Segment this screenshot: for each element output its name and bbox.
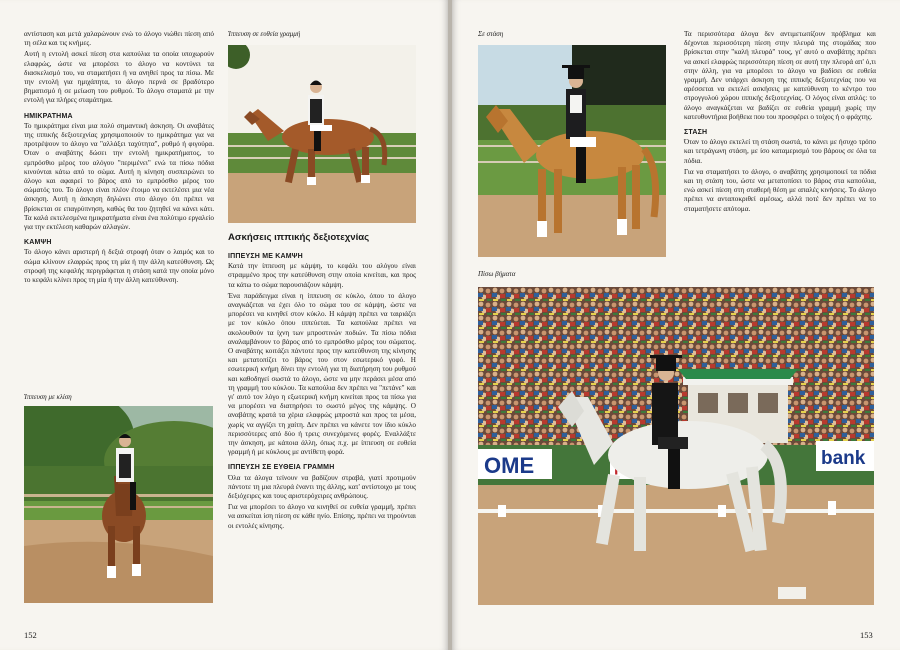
paragraph: Για να σταματήσει το άλογο, ο αναβάτης χρησιμοποιεί τα πόδια και τη στάση του, ώστε να μετατοπίσει το βάρος στα καπούλια, ενώ ασκεί πίεση στη σταθερή θέση με απαλές κινήσεις. Το άλογο πρέπει να ανταποκριθεί αμέσως, αλλά ποτέ δεν πρέπει να το σταματήσετε απότομα. (684, 167, 876, 213)
page-number-left: 152 (24, 630, 37, 640)
paragraph: Ένα παράδειγμα είναι η ίππευση σε κύκλο, όπου το άλογο αναγκάζεται να έχει όλο το σώμα του σε κάμψη, ώστε να μπορέσει να κινηθεί στον κύκλο. Η κάμψη πρέπει να ταιριάζει με τον κύκλο όπου ιππεύεται. Τα καπούλια πρέπει να ακολουθούν τα ίχνη των μπροστινών ποδιών. Τα πίσω πόδια αναλαμβάνουν το βάρος από το εμπρόσθιο μέρος του σώματος. Ο αναβάτης κοιτάζει πάντοτε προς την κατεύθυνση της κίνησης και μετατοπίζει το βάρος του στον εσωτερικό γοφό. Η εσωτερική κνήμη δίνει την εντολή για τη διατήρηση του ρυθμού και καθοδηγεί σωστά το άλογο, ώστε να μην περάσει μέσα από τη γραμμή του κύκλου. Τα καπούλια δεν πρέπει να "πετάνε" και γι' αυτό τον λόγο η εξωτερική κνήμη κινείται προς τα πίσω για να μπορέσει να διατηρήσει το σωστό μέγος της κάμψης. Ο αναβάτης κρατά τα χέρια ελαφρώς μπροστά και προς τα μέσα, χωρίς να αγγίζει τη χαίτη. Δεν πρέπει να κάνετε τον ίδιο κύκλο περισσότερες από δύο ή τρεις συνεχόμενες φορές. Εναλλάξτε την άσκηση, με κάποια άλλη, όπως π.χ. με ίππευση σε ευθεία γραμμή ή με κύκλους με αντίθετη φορά. (228, 291, 416, 457)
paragraph: Το ημικράτημα είναι μια πολύ σημαντική άσκηση. Οι αναβάτες της ιππικής δεξιοτεχνίας χρησιμοποιούν το ημικράτημα για να προτρέψουν το άλογο να "αλλάξει ταχύτητα", ρυθμό ή φιγούρα. Όταν ο αναβάτης δώσει την εντολή ημικρατήματος, το εμπρόσθιο μέρος του αλόγου "περιμένει" ενώ τα πίσω πόδια κινούνται κάτω από το σώμα. Αυτή η κίνηση συσπειρώνει το άλογο και αφαιρεί το βάρος από το εμπρόσθιο μέρος του σώματός του. Το άλογο είναι πλέον έτοιμο να εκτελέσει μια νέα άσκηση. Αυτή η άσκηση δηλώνει στο άλογο ότι πρέπει να βρίσκεται σε επαγρύπνηση, καθώς θα του ζητηθεί να κάνει κάτι. Τα καλά εκτελεσμένα ημικρατήματα είναι ένα πολύτιμο εργαλείο για την εκτέλεση καθαρών αλλαγών. (24, 121, 214, 232)
banner-text: OME (484, 453, 535, 478)
caption-circle-photo: Ίππευση με κλίση (24, 393, 72, 401)
paragraph: αντίσταση και μετά χαλαρώνουν ενώ το άλογο νιώθει πίεση από τη σέλα και τις κνήμες. (24, 30, 214, 48)
heading-riding-straight: ΙΠΠΕΥΣΗ ΣΕ ΕΥΘΕΙΑ ΓΡΑΜΜΗ (228, 464, 335, 472)
heading-halt: ΣΤΑΣΗ (684, 129, 708, 137)
caption-rein-back-photo: Πίσω βήματα (478, 270, 516, 278)
paragraph: Όταν το άλογο εκτελεί τη στάση σωστά, το κάνει με ήσυχο τρόπο και τετράγωνη στάση, με ίσο καταμερισμό του βάρους σε όλα τα πόδια. (684, 138, 876, 165)
heading-half-halt: ΗΜΙΚΡΑΤΗΜΑ (24, 112, 73, 120)
paragraph: Τα περισσότερα άλογα δεν αντιμετωπίζουν πρόβλημα και δέχονται περισσότερη πίεση στην πλευρά της στομάδας που βρίσκεται στην "καλή πλευρά" τους, γι' αυτό ο αναβάτης πρέπει να ασκεί ελαφρώς περισσότερη πίεση σε αυτή την πλευρά απ' ό,τι στην άλλη, για να μπορέσει το άλογο να βαδίσει σε ευθεία γραμμή. Δεν υπάρχει άσκηση της ιππικής δεξιοτεχνίας που να αρέσσεται να εκτελεί ασκήσεις με κατεύθυνση το κέντρο του στρογγυλού χώρου ιππικής δεξιοτεχνίας. Ο λόγος είναι απλός: το άλογο αναγκάζεται να βαδίζει σε ευθεία γραμμή χωρίς την κατευθυντήρια βοήθεια που του προσφέρει ο τοίχος ή ο φράχτης. (684, 30, 876, 121)
left-text-column (24, 30, 214, 287)
banner-text: bank (821, 448, 866, 469)
heading-riding-with-bend: ΙΠΠΕΥΣΗ ΜΕ ΚΑΜΨΗ (228, 253, 303, 260)
caption-straight-photo: Ίππευση σε ευθεία γραμμή (228, 30, 301, 38)
right-page (452, 0, 900, 650)
paragraph: Αυτή η εντολή ασκεί πίεση στα καπούλια τα οποία υποχωρούν ελαφρώς, ώστε να μπορέσει το άλογο να κοντύνει τα διασκελισμό του, να σταματήσει ή να ανηθεί προς τα πίσω. Με την εντολή για ημιχάπητα, το άλογο περνά σε βραδύτερο βηματισμό ή σε μείωση του ρυθμού. Το άλογο σταματά με την εντολή για πλήρες σταμάτημα. (24, 50, 214, 105)
left-page (0, 0, 448, 650)
page-number-right: 153 (860, 630, 873, 640)
photo-halt (478, 45, 666, 257)
photo-riding-with-bend (24, 406, 213, 603)
heading-bend: ΚΑΜΨΗ (24, 239, 52, 247)
photo-riding-straight (228, 45, 416, 223)
section-title: Ασκήσεις ιππικής δεξιοτεχνίας (228, 232, 370, 243)
photo-rein-back (478, 287, 874, 605)
paragraph: Για να μπορέσει το άλογο να κινηθεί σε ευθεία γραμμή, πρέπει να ασκείται ίση πίεση σε κάθε ηνίο. Επίσης, πρέπει να τηρούνται οι εντολές κίνησης. (228, 503, 416, 530)
right-text-column (684, 30, 876, 216)
caption-halt-photo: Σε στάση (478, 30, 504, 38)
paragraph: Κατά την ίππευση με κάμψη, το κεφάλι του αλόγου είναι στραμμένο προς την κατεύθυνση στην οποία κινείται, και προς τα κάτω το σώμα παρουσιάζουν κάμψη. (228, 262, 416, 289)
middle-text-column (228, 250, 416, 533)
paragraph: Το άλογο κάνει αριστερή ή δεξιά στροφή όταν ο λαιμός και το σώμα κλίνουν ελαφρώς προς τη μία ή την άλλη κατεύθυνση. Ως στροφή της κεφαλής περιγράφεται η στάση κατά την οποία μόνο το κεφάλι κλίνει προς τη μία ή την άλλη κατεύθυνση. (24, 248, 214, 285)
paragraph: Όλα τα άλογα τείνουν να βαδίζουν στραβά, γιατί προτιμούν πάντοτε τη μια πλευρά έναντι της άλλης, κατ' αντίστοιχο με τους δεξιόχειρες και τους αριστερόχειρες ανθρώπους. (228, 473, 416, 501)
